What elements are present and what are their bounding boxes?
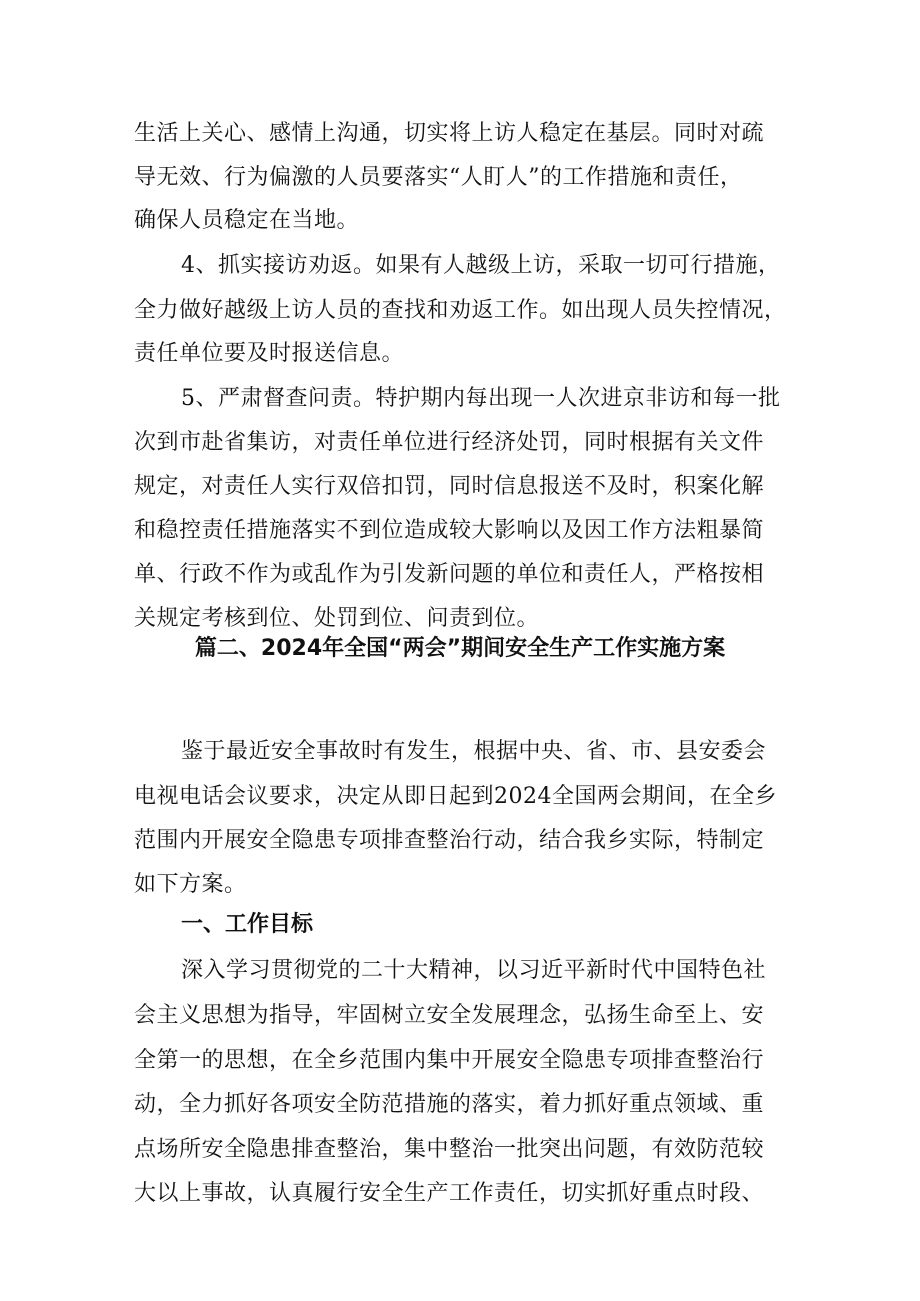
text-line: 如下方案。 bbox=[134, 872, 247, 897]
text-line: 大以上事故，认真履行安全生产工作责任，切实抓好重点时段、 bbox=[134, 1181, 765, 1206]
text-line: 确保人员稳定在当地。 bbox=[134, 208, 360, 233]
text-line: 导无效、行为偏激的人员要落实“人盯人”的工作措施和责任， bbox=[134, 165, 743, 190]
text-line: 生活上关心、感情上沟通，切实将上访人稳定在基层。同时对疏 bbox=[134, 121, 765, 146]
text-line: 鉴于最近安全事故时有发生，根据中央、省、市、县安委会 bbox=[181, 739, 767, 764]
text-line: 全第一的思想，在全乡范围内集中开展安全隐患专项排查整治行 bbox=[134, 1048, 765, 1073]
text-line: 单、行政不作为或乱作为引发新问题的单位和责任人，严格按相 bbox=[134, 562, 765, 587]
text-line: 动，全力抓好各项安全防范措施的落实，着力抓好重点领域、重 bbox=[134, 1092, 765, 1117]
text-line: 关规定考核到位、处罚到位、问责到位。 bbox=[134, 606, 540, 631]
text-line: 范围内开展安全隐患专项排查整治行动，结合我乡实际，特制定 bbox=[134, 828, 765, 853]
text-line: 点场所安全隐患排查整治，集中整治一批突出问题，有效防范较 bbox=[134, 1137, 765, 1162]
text-line: 深入学习贯彻党的二十大精神，以习近平新时代中国特色社 bbox=[181, 958, 767, 983]
text-line: 全力做好越级上访人员的查找和劝返工作。如出现人员失控情况， bbox=[134, 298, 787, 323]
text-line: 规定，对责任人实行双倍扣罚，同时信息报送不及时，积案化解 bbox=[134, 474, 765, 499]
text-line: 电视电话会议要求，决定从即日起到2024全国两会期间，在全乡 bbox=[134, 784, 777, 809]
text-line: 5、严肃督查问责。特护期内每出现一人次进京非访和每一批 bbox=[181, 386, 781, 411]
subheading-work-goals: 一、工作目标 bbox=[181, 912, 314, 937]
text-line: 责任单位要及时报送信息。 bbox=[134, 341, 405, 366]
text-line: 4、抓实接访劝返。如果有人越级上访，采取一切可行措施， bbox=[181, 253, 781, 278]
text-line: 会主义思想为指导，牢固树立安全发展理念，弘扬生命至上、安 bbox=[134, 1003, 765, 1028]
text-line: 次到市赴省集访，对责任单位进行经济处罚，同时根据有关文件 bbox=[134, 430, 765, 455]
section-title: 篇二、2024年全国“两会”期间安全生产工作实施方案 bbox=[194, 636, 726, 661]
text-line: 和稳控责任措施落实不到位造成较大影响以及因工作方法粗暴简 bbox=[134, 518, 765, 543]
